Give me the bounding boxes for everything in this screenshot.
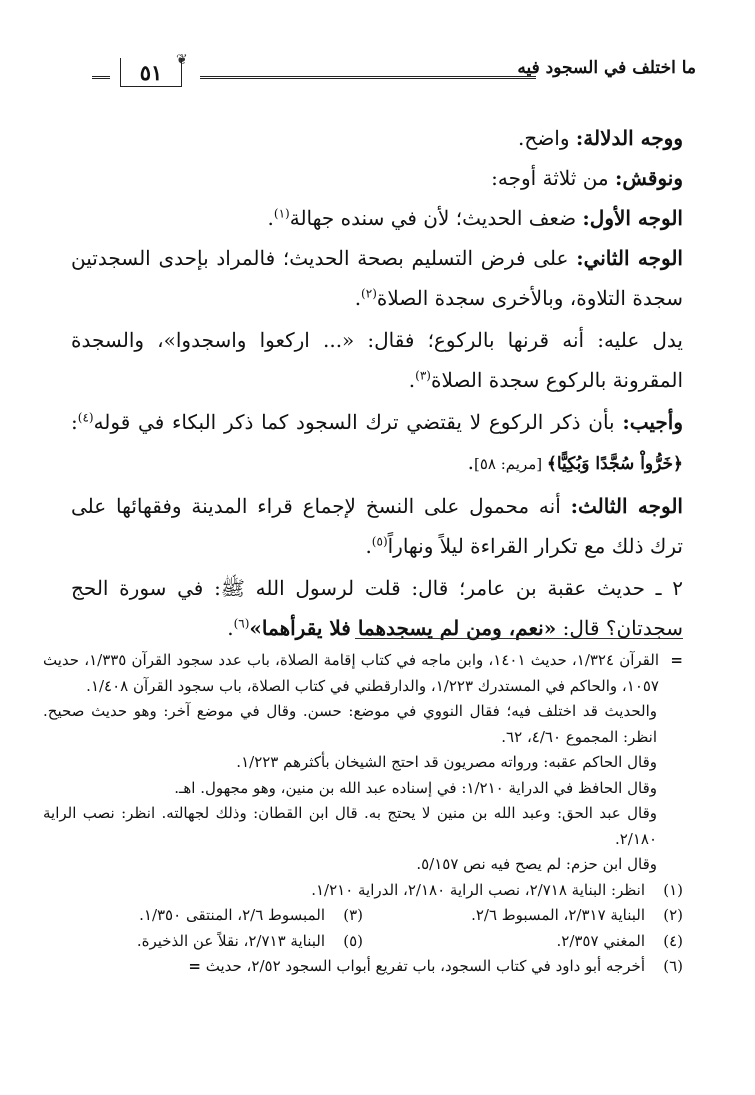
footnote-paragraph: وقال ابن حزم: لم يصح فيه نص ٥/١٥٧. — [416, 855, 657, 873]
header-rule-left — [92, 76, 110, 79]
footnote-continuation — [43, 648, 683, 699]
paragraph — [71, 320, 683, 400]
continuation-mark: = — [188, 957, 201, 975]
period: . — [365, 534, 372, 558]
footnote-row — [43, 903, 683, 929]
paragraph — [71, 486, 683, 566]
footnote-marker[interactable]: (٣) — [415, 368, 431, 383]
paragraph — [71, 198, 683, 238]
ornament-icon: ❦ — [176, 52, 188, 68]
footnote-number: (٣) — [343, 906, 363, 924]
header-rule — [200, 76, 536, 79]
footnote-text: المبسوط ٢/٦، المنتقى ١/٣٥٠. — [139, 906, 325, 924]
footnote-6-text: أخرجه أبو داود في كتاب السجود، باب تفريع أبواب السجود ٢/٥٢، حديث — [205, 957, 645, 975]
continuation-mark: = — [670, 651, 683, 669]
footnote-text: انظر: البناية ٢/٧١٨، نصب الراية ٢/١٨٠، الدراية ١/٢١٠. — [311, 880, 645, 899]
paragraph — [71, 568, 683, 648]
paragraph-text: واضح. — [518, 126, 576, 150]
paragraph-lead: الوجه الثالث: — [570, 494, 683, 518]
footnote-1 — [43, 878, 683, 904]
footnote-number: (٦) — [663, 957, 683, 975]
page-number: ٥١ — [120, 58, 182, 87]
paragraph — [71, 402, 683, 484]
footnote-number: (٢) — [663, 906, 683, 924]
footnote-3 — [43, 903, 363, 929]
main-text — [71, 118, 683, 648]
paragraph-text: ضعف الحديث؛ لأن في سنده جهالة — [289, 206, 583, 230]
paragraph-lead: ووجه الدلالة: — [575, 126, 683, 150]
paragraph-text: ٢ ـ حديث عقبة بن عامر؛ قال: قلت لرسول الله ﷺ: في سورة الحج سجدتان؟ قال: — [71, 576, 683, 640]
colon: : — [71, 410, 78, 434]
period: . — [227, 616, 234, 640]
chapter-title: ما اختلف في السجود فيه — [517, 58, 696, 78]
paragraph-lead: ونوقش: — [615, 166, 683, 190]
period: . — [467, 450, 474, 474]
footnote-paragraph: والحديث قد اختلف فيه؛ فقال النووي في موضع: حسن. وقال في موضع آخر: وهو حديث صحيح. انظر: المجموع ٤/٦٠، ٦٢. — [43, 702, 657, 746]
footnote-6 — [43, 954, 683, 980]
footnote-rule — [355, 638, 683, 639]
footnote-paragraph: وقال الحافظ في الدراية ١/٢١٠: في إسناده عبد الله بن منين، وهو مجهول. اهـ. — [174, 778, 657, 797]
footnote-text: القرآن ١/٣٢٤، حديث ١٤٠١، وابن ماجه في كتاب إقامة الصلاة، باب عدد سجود القرآن ١/٣٣٥، حديث ١٠٥٧، والحاكم في المستدرك ١/٢٢٣، والدارقطني في كتاب الصلاة، باب سجود القرآن ١/٤٠٨. — [43, 651, 660, 695]
footnote-paragraph: وقال الحاكم عقبه: ورواته مصريون قد احتج الشيخان بأكثرهم ١/٢٢٣. — [236, 753, 657, 771]
footnote-row — [43, 929, 683, 955]
paragraph — [71, 158, 683, 198]
footnote-text — [43, 954, 645, 980]
paragraph — [71, 118, 683, 158]
footnote-marker[interactable]: (٢) — [361, 286, 377, 301]
running-header — [92, 46, 696, 92]
verse-reference: [مريم: ٥٨] — [474, 455, 547, 473]
footnote-2 — [363, 903, 683, 929]
period: . — [354, 286, 362, 310]
footnotes — [43, 648, 683, 980]
footnote-4 — [363, 929, 683, 955]
footnote-marker[interactable]: (٥) — [371, 534, 388, 549]
paragraph-text: من ثلاثة أوجه: — [491, 166, 615, 190]
paragraph-lead: وأجيب: — [622, 410, 683, 434]
footnote-marker[interactable]: (١) — [273, 206, 290, 221]
paragraph-lead: الوجه الأول: — [582, 206, 683, 230]
footnote-marker[interactable]: (٤) — [77, 410, 94, 425]
paragraph-text: بأن ذكر الركوع لا يقتضي ترك السجود كما ذكر البكاء في قوله — [93, 410, 623, 434]
footnote-5 — [43, 929, 363, 955]
paragraph-text: أنه محمول على النسخ لإجماع قراء المدينة وفقهائها على ترك ذلك مع تكرار القراءة ليلاً ونهاراً — [71, 494, 683, 558]
period: . — [408, 368, 416, 392]
footnote-marker[interactable]: (٦) — [233, 616, 250, 631]
quran-verse: ﴿خَرُّواْ سُجَّدًا وَبُكِيًّا﴾ — [546, 454, 683, 474]
hadith-quote: «نعم، ومن لم يسجدهما فلا يقرأهما» — [249, 616, 557, 640]
footnote-text: البناية ٢/٧١٣، نقلاً عن الذخيرة. — [136, 931, 325, 950]
paragraph-text: يدل عليه: أنه قرنها بالركوع؛ فقال: «... اركعوا واسجدوا»، والسجدة المقرونة بالركوع سجدة الصلاة — [71, 328, 683, 392]
paragraph — [71, 238, 683, 318]
footnote-number: (١) — [663, 880, 683, 899]
footnote-paragraph: وقال عبد الحق: وعبد الله بن منين لا يحتج به. قال ابن القطان: وذلك لجهالته. انظر: نصب الراية ٢/١٨٠. — [43, 804, 657, 848]
footnote-number: (٥) — [343, 931, 363, 950]
footnote-text: البناية ٢/٣١٧، المسبوط ٢/٦. — [471, 906, 645, 924]
paragraph-text: على فرض التسليم بصحة الحديث؛ فالمراد بإحدى السجدتين سجدة التلاوة، وبالأخرى سجدة الصلاة — [71, 246, 683, 310]
period: . — [267, 206, 274, 230]
footnote-number: (٤) — [663, 931, 683, 950]
footnote-text: المغني ٢/٣٥٧. — [556, 931, 645, 950]
paragraph-lead: الوجه الثاني: — [576, 246, 683, 270]
